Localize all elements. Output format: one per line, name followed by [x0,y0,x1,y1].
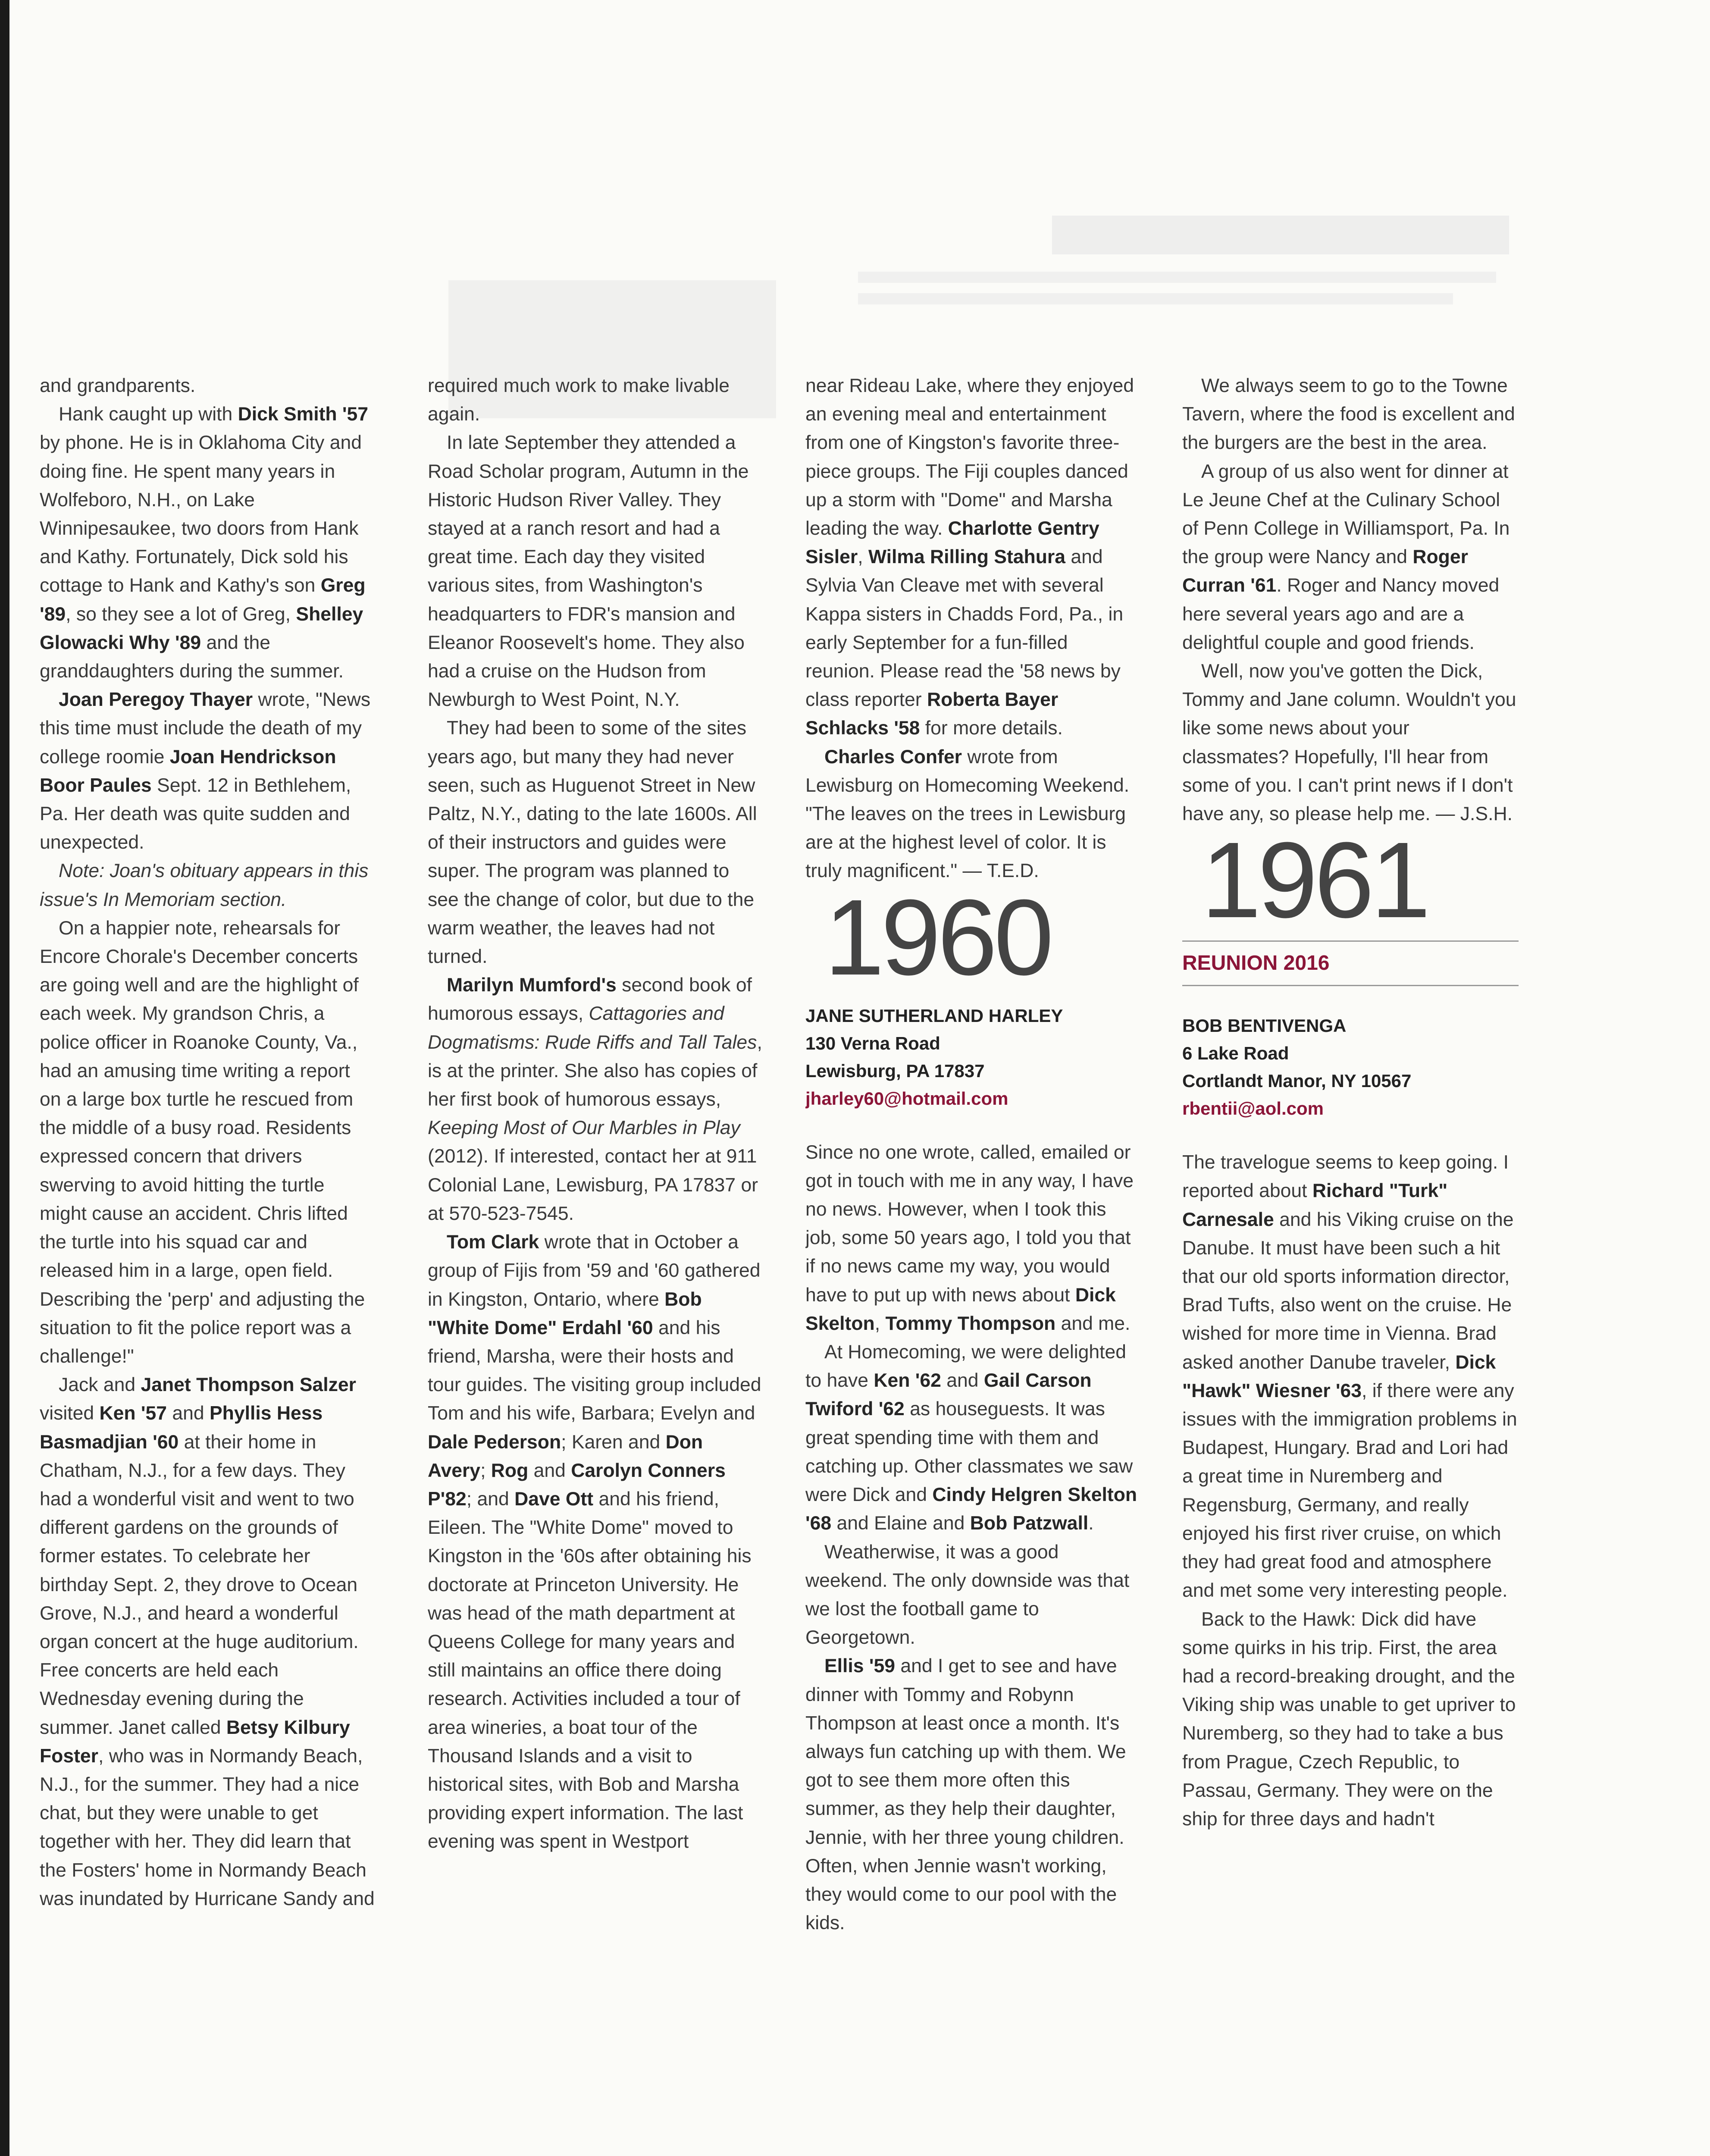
paragraph: Jack and Janet Thompson Salzer visited Ken '57 and Phyllis Hess Basmadjian '60 at their home in Chatham, N.J., for a few days. They had a wonderful visit and went to two different gardens on the grounds of former estates. To celebrate her birthday Sept. 2, they drove to Ocean Grove, N.J., and heard a wonderful organ concert at the huge auditorium. Free concerts are held each Wednesday evening during the summer. Janet called Betsy Kilbury Foster, who was in Normandy Beach, N.J., for the summer. They had a nice chat, but they were unable to get together with her. They did learn that the Fosters' home in Normandy Beach was inundated by Hurricane Sandy and [40,1374,375,1909]
name-bold: Janet Thompson Salzer [141,1374,356,1396]
book-title: Keeping Most of Our Marbles in Play [428,1117,740,1139]
paragraph: We always seem to go to the Towne Tavern, where the food is excellent and the burgers are the best in the area. [1182,375,1515,454]
bleed-through-line [858,293,1453,304]
reporter-city: Lewisburg, PA 17837 [805,1060,985,1081]
bleed-through-title [1052,216,1509,254]
reporter-email[interactable]: jharley60@hotmail.com [805,1088,1008,1109]
book-title: Cattagories and Dogmatisms: Rude Riffs and Tall Tales [428,1003,757,1053]
reporter-city: Cortlandt Manor, NY 10567 [1182,1071,1412,1091]
name-bold: Dale Pederson [428,1431,561,1453]
name-bold: Carolyn Conners P'82 [428,1460,726,1510]
name-bold: Marilyn Mumford's [447,975,617,996]
name-bold: Dick Smith '57 [238,404,369,425]
name-bold: Joan Peregoy Thayer [59,689,253,711]
name-bold: Ken '62 [874,1370,941,1391]
name-bold: Dick Skelton [805,1284,1116,1334]
name-bold: Don Avery [428,1431,703,1481]
paragraph: A group of us also went for dinner at Le Jeune Chef at the Culinary School of Penn College in Williamsport, Pa. In the group were Nancy and Roger Curran '61. Roger and Nancy moved here several years ago and are a delightful couple and good friends. [1182,461,1510,653]
reporter-street: 130 Verna Road [805,1033,940,1053]
paragraph: Tom Clark wrote that in October a group of Fijis from '59 and '60 gathered in Kingston, Ontario, where Bob "White Dome" Erdahl '60 and his friend, Marsha, were their hosts and tour guides. The visiting group included Tom and his wife, Barbara; Evelyn and Dale Pederson; Karen and Don Avery; Rog and Carolyn Conners P'82; and Dave Ott and his friend, Eileen. The "White Dome" moved to Kingston in the '60s after obtaining his doctorate at Princeton University. He was head of the math department at Queens College for many years and still maintains an office there doing research. Activities included a tour of area wineries, a boat tour of the Thousand Islands and a visit to historical sites, with Bob and Marsha providing expert information. The last evening was spent in Westport [428,1232,761,1852]
reunion-label: REUNION 2016 [1182,942,1519,986]
name-bold: Tom Clark [447,1232,539,1253]
reporter-name: JANE SUTHERLAND HARLEY [805,1005,1063,1026]
name-bold: Betsy Kilbury Foster [40,1717,350,1767]
paragraph: Marilyn Mumford's second book of humorous essays, Cattagories and Dogmatisms: Rude Riffs and Tall Tales, is at the printer. She also has copies of her first book of humorous essays, Keeping Most of Our Marbles in Play (2012). If interested, contact her at 911 Colonial Lane, Lewisburg, PA 17837 or at 570-523-7545. [428,975,762,1224]
name-bold: Bob "White Dome" Erdahl '60 [428,1288,702,1338]
paragraph: In late September they attended a Road Scholar program, Autumn in the Historic Hudson River Valley. They stayed at a ranch resort and had a great time. Each day they visited various sites, from Washington's headquarters to FDR's mansion and Eleanor Roosevelt's home. They also had a cruise on the Hudson from Newburgh to West Point, N.Y. [428,432,749,711]
name-bold: Joan Hendrickson Boor Paules [40,746,336,796]
paragraph: The travelogue seems to keep going. I reported about Richard "Turk" Carnesale and his Viking cruise on the Danube. It must have been such a hit that our old sports information director, Brad Tufts, also went on the cruise. He wished for more time in Vienna. Brad asked another Danube traveler, Dick "Hawk" Wiesner '63, if there were any issues with the immigration problems in Budapest, Hungary. Brad and Lori had a great time in Nuremberg and Regensburg, Germany, and really enjoyed his first river cruise, on which they had great food and atmosphere and met some very interesting people. [1182,1152,1517,1601]
name-bold: Dick "Hawk" Wiesner '63 [1182,1351,1496,1401]
class-reporter-contact [1182,1012,1519,1122]
name-bold: Dave Ott [514,1488,594,1510]
name-bold: Bob Patzwall [970,1513,1089,1534]
name-bold: Roberta Bayer Schlacks '58 [805,689,1059,739]
name-bold: Cindy Helgren Skelton '68 [805,1484,1137,1534]
paragraph: On a happier note, rehearsals for Encore Chorale's December concerts are going well and are the highlight of each week. My grandson Chris, a police officer in Roanoke County, Va., had an amusing time writing a report on a large box turtle he rescued from the middle of a busy road. Residents expressed concern that drivers swerving to avoid hitting the turtle might cause an accident. Chris lifted the turtle into his squad car and released him in a large, open field. Describing the 'perp' and adjusting the situation to fit the police report was a challenge!" [40,917,365,1367]
class-year-heading: 1961 [1201,820,1428,940]
name-bold: Richard "Turk" Carnesale [1182,1180,1448,1230]
column-2 [428,372,764,2156]
column-3 [805,372,1142,2156]
paragraph: Well, now you've gotten the Dick, Tommy and Jane column. Wouldn't you like some news about your classmates? Hopefully, I'll hear from some of you. I can't print news if I don't have any, so please help me. — J.S.H. [1182,661,1516,825]
name-bold: Ellis '59 [824,1655,895,1677]
scan-edge-left [0,0,9,2156]
class-year-heading: 1960 [824,877,1051,997]
paragraph: Weatherwise, it was a good weekend. The only downside was that we lost the football game to Georgetown. [805,1541,1130,1648]
column-4 [1182,372,1519,2156]
paragraph: required much work to make livable again. [428,375,730,425]
bleed-through-line [858,272,1496,283]
name-bold: Charles Confer [824,746,962,768]
paragraph: Joan Peregoy Thayer wrote, "News this time must include the death of my college roomie Joan Hendrickson Boor Paules Sept. 12 in Bethlehem, Pa. Her death was quite sudden and unexpected. [40,689,371,853]
name-bold: Wilma Rilling Stahura [868,546,1065,568]
paragraph: Charles Confer wrote from Lewisburg on Homecoming Weekend. "The leaves on the trees in Lewisburg are at the highest level of color. It is truly magnificent." — T.E.D. [805,746,1130,882]
paragraph: At Homecoming, we were delighted to have Ken '62 and Gail Carson Twiford '62 as houseguests. It was great spending time with them and catching up. Other classmates we saw were Dick and Cindy Helgren Skelton '68 and Elaine and Bob Patzwall. [805,1341,1137,1534]
paragraph: Back to the Hawk: Dick did have some quirks in his trip. First, the area had a record-breaking drought, and the Viking ship was unable to get upriver to Nuremberg, so they had to take a bus from Prague, Czech Republic, to Passau, Germany. They were on the ship for three days and hadn't [1182,1608,1516,1830]
class-reporter-contact [805,1002,1142,1112]
paragraph: Hank caught up with Dick Smith '57 by phone. He is in Oklahoma City and doing fine. He spent many years in Wolfeboro, N.H., on Lake Winnipesaukee, two doors from Hank and Kathy. Fortunately, Dick sold his cottage to Hank and Kathy's son Greg '89, so they see a lot of Greg, Shelley Glowacki Why '89 and the granddaughters during the summer. [40,404,369,682]
name-bold: Rog [491,1460,529,1481]
paragraph: Since no one wrote, called, emailed or got in touch with me in any way, I have no news. However, when I took this job, some 50 years ago, I told you that if no news came my way, you would have to put up with news about Dick Skelton, Tommy Thompson and me. [805,1141,1134,1334]
reporter-street: 6 Lake Road [1182,1043,1289,1064]
name-bold: Charlotte Gentry Sisler [805,518,1099,568]
name-bold: Shelley Glowacki Why '89 [40,603,363,653]
paragraph: near Rideau Lake, where they enjoyed an evening meal and entertainment from one of Kingston's favorite three-piece groups. The Fiji couples danced up a storm with "Dome" and Marsha leading the way. Charlotte Gentry Sisler, Wilma Rilling Stahura and Sylvia Van Cleave met with several Kappa sisters in Chadds Ford, Pa., in early September for a fun-filled reunion. Please read the '58 news by class reporter Roberta Bayer Schlacks '58 for more details. [805,375,1134,739]
paragraph: and grandparents. [40,375,196,396]
name-bold: Gail Carson Twiford '62 [805,1370,1092,1420]
name-bold: Ken '57 [99,1403,167,1424]
paragraph [40,857,376,914]
name-bold: Tommy Thompson [885,1313,1056,1334]
column-1 [40,372,376,2156]
name-bold: Roger Curran '61 [1182,546,1468,596]
name-bold: Phyllis Hess Basmadjian '60 [40,1403,323,1453]
paragraph: Ellis '59 and I get to see and have dinner with Tommy and Robynn Thompson at least once a month. It's always fun catching up with them. We got to see them more often this summer, as they help their daughter, Jennie, with her three young children. Often, when Jennie wasn't working, they would come to our pool with the kids. [805,1655,1126,1934]
reporter-email[interactable]: rbentii@aol.com [1182,1098,1324,1119]
reporter-name: BOB BENTIVENGA [1182,1015,1347,1036]
paragraph: They had been to some of the sites years ago, but many they had never seen, such as Huguenot Street in New Paltz, N.Y., dating to the late 1600s. All of their instructors and guides were super. The program was planned to see the change of color, but due to the warm weather, the leaves had not turned. [428,718,757,968]
editor-note: Note: Joan's obituary appears in this issue's In Memoriam section. [40,860,369,910]
name-bold: Greg '89 [40,575,366,625]
